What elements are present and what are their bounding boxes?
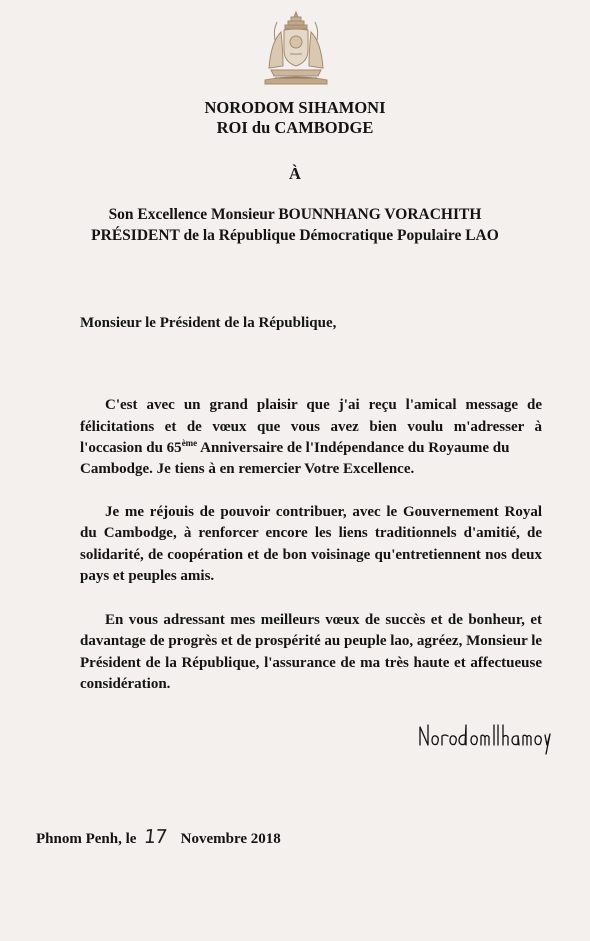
paragraph-2-line-4: pays et peuples amis. [80, 568, 215, 584]
paragraph-1-line-4: Cambodge. Je tiens à en remercier Votre Excellence. [80, 461, 415, 477]
paragraph-3-line-4: considération. [80, 676, 171, 692]
paragraph-3-line-3: Président de la République, l'assurance de ma très haute et affectueuse [80, 655, 542, 671]
paragraph-2-line-1: Je me réjouis de pouvoir contribuer, avec le Gouvernement Royal [105, 504, 542, 520]
handwritten-day: 17 [143, 826, 168, 848]
paragraph-3-line-1: En vous adressant mes meilleurs vœux de succès et de bonheur, et [105, 612, 542, 628]
recipient-line-2: PRÉSIDENT de la République Démocratique Populaire LAO [91, 227, 499, 244]
sender-title: ROI du CAMBODGE [216, 118, 374, 137]
paragraph-3-line-2: davantage de progrès et de prospérité au peuple lao, agréez, Monsieur le [80, 633, 543, 649]
sender-name: NORODOM SIHAMONI [204, 98, 386, 117]
dateline [36, 826, 281, 848]
royal-signature [417, 717, 552, 755]
paragraph-1-line-3-start: l'occasion du 65 [80, 440, 182, 456]
paragraph-1-line-2: félicitations et de vœux que vous avez bien voulu m'adresser à [80, 419, 542, 435]
recipient-line-1: Son Excellence Monsieur BOUNNHANG VORACHITH [108, 206, 482, 223]
paragraph-1-line-3 [80, 440, 542, 457]
dateline-month-year: Novembre 2018 [180, 831, 281, 847]
paragraph-1-line-3-end: Anniversaire de l'Indépendance du Royaume du [197, 440, 510, 456]
paragraph-2-line-3: solidarité, de coopération et de bon voisinage qu'entretiennent nos deux [80, 547, 542, 563]
salutation: Monsieur le Président de la République, [80, 315, 337, 331]
addressee-marker: À [289, 164, 301, 183]
paragraph-1-line-1: C'est avec un grand plaisir que j'ai reçu l'amical message de [105, 397, 542, 413]
royal-coat-of-arms-icon [261, 10, 331, 86]
ordinal-suffix: ème [181, 438, 198, 448]
dateline-place: Phnom Penh, le [36, 831, 137, 847]
paragraph-2-line-2: du Cambodge, à renforcer encore les liens traditionnels d'amitié, de [80, 525, 542, 541]
